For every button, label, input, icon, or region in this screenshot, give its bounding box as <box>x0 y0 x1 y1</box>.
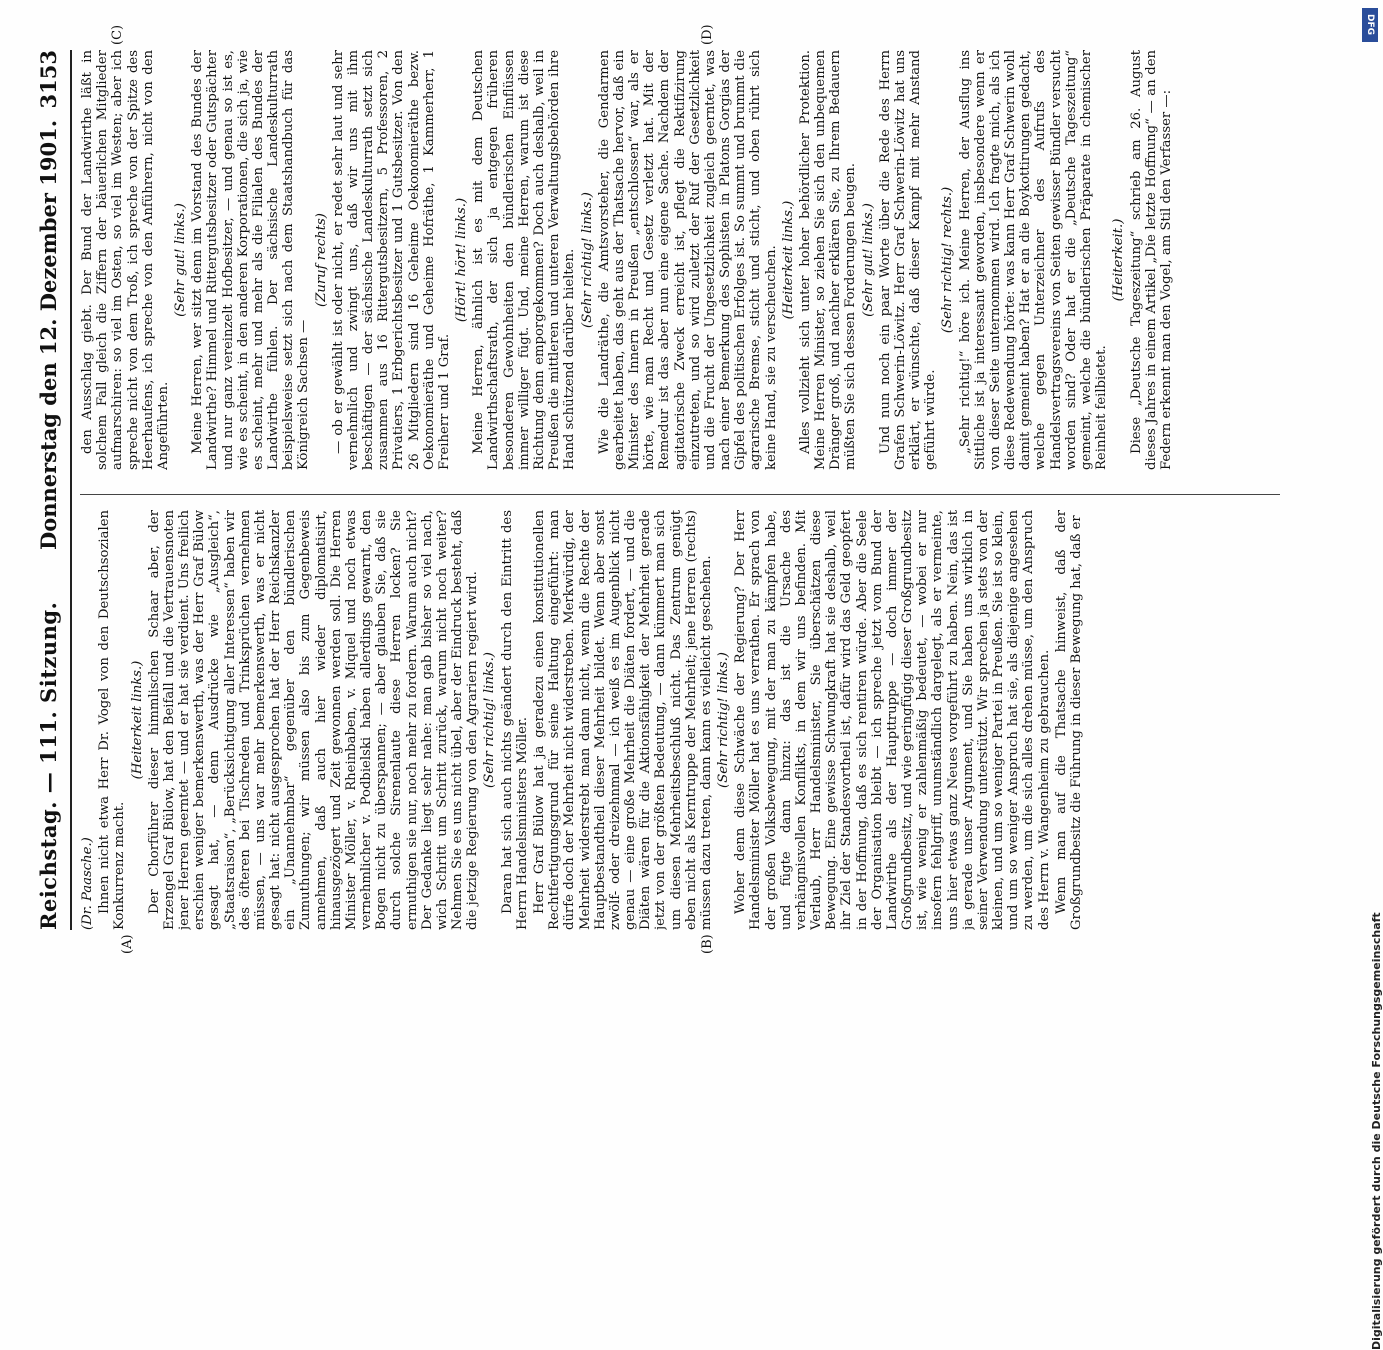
speaker-tag: (Dr. Paasche.) <box>80 837 95 930</box>
paragraph: Alles vollzieht sich unter hoher behördlicher Protektion. Meine Herren Minister, so ziehen Sie sich den unbequemen Dränger groß, und nachher erklären Sie, zu Ihrem Bedauern müßten Sie sich dessen Forderungen beugen. <box>797 50 859 470</box>
interjection: (Hört! hört! links.) <box>454 197 470 323</box>
right-column <box>80 50 1280 470</box>
paragraph: „Sehr richtig!“ höre ich. Meine Herren, der Ausflug ins Sittliche ist ja interessant geworden, insbesondere wenn er von dieser Seite unternommen wird. Ich fragte mich, als ich diese Redewendung hörte: was kann Herr Graf Schwerin wohl damit gemeint haben? Hat er an die Boykottirungen gedacht, welche gegen Unterzeichner des Aufrufs des Handelsvertragsvereins von Seiten gewisser Bündler versucht worden sind? Oder hat er die „Deutsche Tageszeitung“ gemeint, welche die bündlerischen Präparate in chemischer Reinheit feilbietet. <box>957 50 1110 470</box>
interjection: (Zuruf rechts) <box>313 213 329 307</box>
paragraph: Wenn man auf die Thatsache hinweist, daß der Großgrundbesitz die Führung in dieser Bewegung hat, daß er <box>1053 510 1084 930</box>
interjection: (Sehr richtig! links.) <box>482 652 498 788</box>
interjection: (Heiterkeit links.) <box>780 200 796 320</box>
paragraph: Der Chorführer dieser himmlischen Schaar aber, der Erzengel Graf Bülow, hat den Beifall und die Vertrauensnoten jener Herren geerntet — und er hat sie verdient. Uns freilich erschien weniger bemerkenswerth, was der Herr Graf Bülow gesagt hat, — denn Ausdrücke wie „Ausgleich“, „Staatsraison“, „Berücksichtigung aller Interessen“ haben wir des öfteren bei Tischreden und Trinksprüchen vernehmen müssen, — uns war mehr bemerkenswerth, was er nicht gesagt hat: nicht ausgesprochen hat der Herr Reichskanzler ein „Unannehmbar“ gegenüber den bündlerischen Zumuthungen; wir müssen also bis zum Gegenbeweis annehmen, daß auch hier wieder diplomatisirt, hinausgezögert und Zeit gewonnen werden soll. Die Herren Minister Möller, v. Rheinbaben, v. Miquel und noch etwas vernehmlicher v. Podbielski haben allerdings gewarnt, den Bogen nicht zu überspannen; — aber glauben Sie, daß sie durch solche Sirenenlaute diese Herren locken? Sie ermuthigen sie nur, noch mehr zu fordern. Warum auch nicht? Der Gedanke liegt sehr nahe: man gab bisher so viel nach, wich Schritt um Schritt zurück, warum nicht noch weiter? Nehmen Sie es uns nicht übel, aber der Eindruck besteht, daß die jetzige Regierung von den Agrariern regiert wird. <box>146 510 481 930</box>
paragraph: Diese „Deutsche Tageszeitung“ schrieb am 26. August dieses Jahres in einem Artikel „Die letzte Hoffnung“ — an den Federn erkennt man den Vogel, am Stil den Verfasser —: <box>1128 50 1174 470</box>
header-date: Donnerstag den 12. Dezember 1901. <box>36 119 61 550</box>
left-column <box>80 510 1280 930</box>
interjection: (Heiterkeit.) <box>1111 218 1127 302</box>
margin-mark-b: (B) <box>700 934 715 954</box>
paragraph: Meine Herren, wer sitzt denn im Vorstand des Bundes der Landwirthe? Himmel und Rittergutsbesitzer oder Gutspächter und nur ganz vereinzelt Hofbesitzer, — und genau so ist es, wie es scheint, in den anderen Korporationen, die sich ja, wie es scheint, mehr und mehr als die Filialen des Bundes der Landwirthe fühlen. Der sächsische Landeskulturrath beispielsweise setzt sich nach dem Staatshandbuch für das Königreich Sachsen — <box>190 50 312 470</box>
column-divider <box>80 494 1280 495</box>
paragraph: Meine Herren, ähnlich ist es mit dem Deutschen Landwirthschaftsrath, der sich ja entgegen früheren besonderen Gewohnheiten den bündlerischen Einflüssen immer williger fügt. Und, meine Herren, warum ist diese Richtung denn emporgekommen? Doch auch deshalb, weil in Preußen die mittleren und unteren Verwaltungsbehörden ihre Hand schützend darüber hielten. <box>471 50 578 470</box>
page-header <box>30 50 72 930</box>
interjection: (Sehr richtig! links.) <box>716 652 732 788</box>
interjection: (Sehr richtig! links.) <box>579 192 595 328</box>
margin-mark-a: (A) <box>120 934 135 954</box>
paragraph: Und nun noch ein paar Worte über die Rede des Herrn Grafen Schwerin-Löwitz. Herr Graf Schwerin-Löwitz hat uns erklärt, er wünschte, daß dieser Kampf mit mehr Anstand geführt würde. <box>877 50 939 470</box>
paragraph: Daran hat sich auch nichts geändert durch den Eintritt des Herrn Handelsministers Möller. <box>499 510 530 930</box>
margin-mark-c: (C) <box>110 24 125 45</box>
interjection: (Sehr richtig! rechts.) <box>940 186 956 334</box>
paragraph: Herr Graf Bülow hat ja geradezu einen konstitutionellen Rechtfertigungsgrund für seine Haltung eingeführt: man dürfe doch der Mehrheit nicht widerstreben. Merkwürdig, der Mehrheit widerstrebt man dann nicht, wenn die Rechte der Hauptbestandtheil dieser Mehrheit bildet. Wenn aber sonst zwölf- oder dreizehnmal — ich weiß es im Augenblick nicht genau — eine große Mehrheit die Diäten fordert, — und die Diäten wären für die Aktionsfähigkeit der Mehrheit gerade jetzt von der größten Bedeutung, — dann kümmert man sich um diesen Mehrheitsbeschluß nicht. Das Zentrum genügt eben nicht als Kerntruppe der Mehrheit; jene Herren (rechts) müssen dazu treten, dann kann es vielleicht geschehen. <box>531 510 714 930</box>
page-number: 3153 <box>36 50 61 109</box>
funding-watermark: Digitalisierung gefördert durch die Deutsche Forschungsgemeinschaft <box>1370 912 1383 1350</box>
paragraph: — ob er gewählt ist oder nicht, er redet sehr laut und sehr vernehmlich und zwingt uns, daß wir uns mit ihm beschäftigen — der sächsische Landeskulturrath setzt sich zusammen aus 16 Rittergutsbesitzern, 5 Professoren, 2 Privatiers, 1 Erbgerichtsbesitzer und 1 Gutsbesitzer. Von den 26 Mitgliedern sind 16 Geheime Oekonomieräthe bezw. Oekonomieräthe und Geheime Hofräthe, 1 Kammerherr, 1 Freiherr und 1 Graf. <box>330 50 452 470</box>
dfg-logo: DFG <box>1362 8 1378 42</box>
paragraph: den Ausschlag giebt. Der Bund der Landwirthe läßt in solchem Fall gleich die Ziffern der bäuerlichen Mitglieder aufmarschiren: so viel im Osten, so viel im Westen; aber ich spreche nicht von dem Troß, ich spreche von der Spitze des Heerhaufens, ich spreche von den Anführern, nicht von den Angeführten. <box>80 50 171 470</box>
margin-mark-d: (D) <box>700 24 715 45</box>
interjection: (Sehr gut! links.) <box>173 203 189 317</box>
interjection: (Heiterkeit links.) <box>129 660 145 780</box>
interjection: (Sehr gut! links.) <box>860 203 876 317</box>
paragraph: Ihnen nicht etwa Herr Dr. Vogel von den Deutschsozialen Konkurrenz macht. <box>97 510 128 930</box>
header-left: Reichstag. — 111. Sitzung. <box>36 601 61 930</box>
paragraph: Woher denn diese Schwäche der Regierung? Der Herr Handelsminister Möller hat es uns verrathen. Er sprach von der großen Volksbewegung, mit der man zu kämpfen habe, und fügte dann hinzu: das ist die Ursache des verhängnisvollen Konflikts, in dem wir uns befinden. Mit Verlaub, Herr Handelsminister, Sie überschätzen diese Bewegung. Eine gewisse Schwungkraft hat sie deshalb, weil ihr Ziel der Standesvortheil ist, dafür wird das Geld geopfert in der Hoffnung, daß es sich rentiren würde. Aber die Seele der Organisation bleibt — ich spreche jetzt vom Bund der Landwirthe als der Haupttruppe — doch immer der Großgrundbesitz, und wie geringfügig dieser Großgrundbesitz ist, wie wenig er zahlenmäßig bedeutet, — wobei er nur insofern fehlgriff, unumständlich dargelegt, als er vermeinte, uns hier etwas ganz Neues vorgeführt zu haben. Nein, das ist ja gerade unser Argument, und Sie haben uns wirklich in seiner Verwendung unterstützt. Wir sprechen ja stets von der kleinen, und um so weniger Partei in Preußen. Sie ist so klein, und um so weniger Anspruch hat sie, als diejenige angesehen zu werden, um die sich alles drehen müsse, um den Anspruch des Herrn v. Wangenheim zu gebrauchen. <box>733 510 1052 930</box>
paragraph: Wie die Landräthe, die Amtsvorsteher, die Gendarmen gearbeitet haben, das geht aus der Thatsache hervor, daß ein Minister des Innern in Preußen „entschlossen“ war, als er hörte, wie man Recht und Gesetz verletzt hat. Mit der Remedur ist das aber nun eine eigene Sache. Nachdem der agitatorische Zweck erreicht ist, pflegt die Rektifizirung einzutreten, und so wird zuletzt der Ruf der Gesetzlichkeit und die Frucht der Ungesetzlichkeit zugleich geerntet, was nach einer Bemerkung des Sophisten in Platons Gorgias der Gipfel des politischen Erfolges ist. So summt und brummt die agrarische Bremse, sticht und sticht, und oben rührt sich keine Hand, sie zu verscheuchen. <box>596 50 779 470</box>
